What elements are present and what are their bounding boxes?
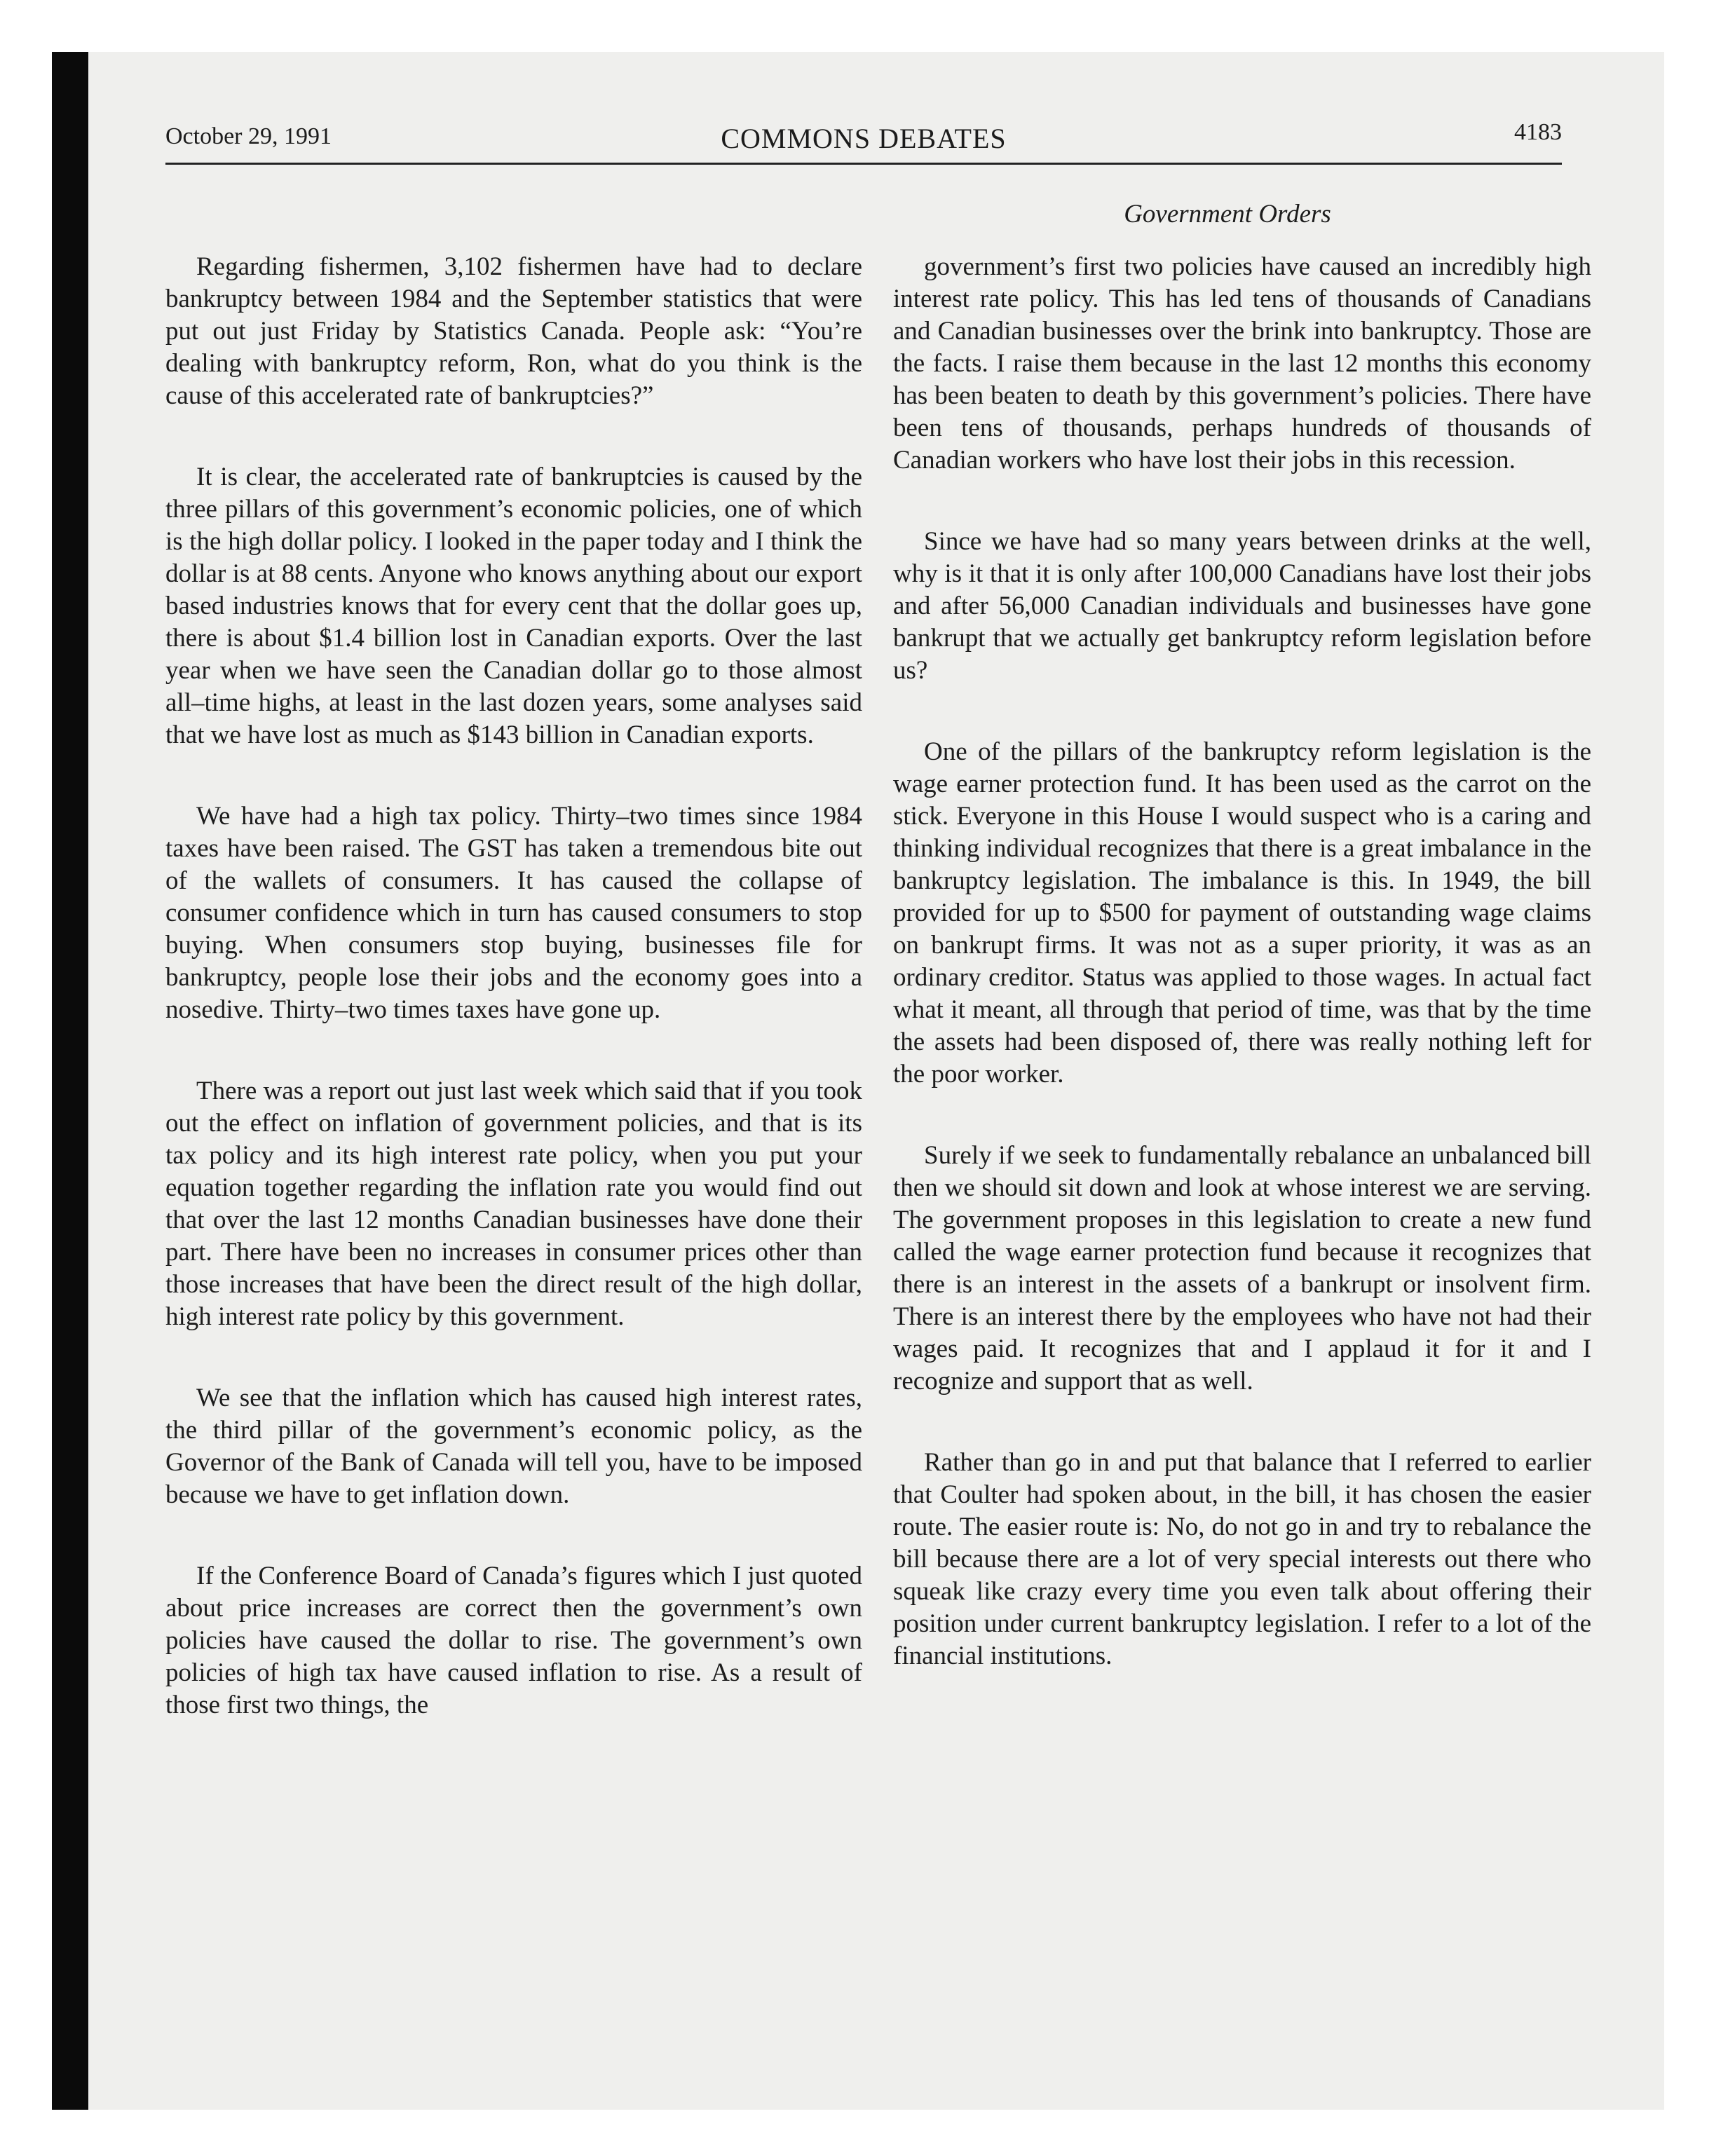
paragraph: Since we have had so many years between drinks at the well, why is it that it is only after 100,000 Canadians have lost their jobs and after 56,000 Canadian individuals and businesses have gone bankrupt that we actually get bankruptcy reform legislation before us? xyxy=(893,527,1591,685)
right-column xyxy=(893,251,1591,1721)
paragraph: We have had a high tax policy. Thirty–two times since 1984 taxes have been raised. The GST has taken a tremendous bite out of the wallets of consumers. It has caused the collapse of consumer confidence which in turn has caused consumers to stop buying. When consumers stop buying, businesses file for bankruptcy, people lose their jobs and the economy goes into a nosedive. Thirty–two times taxes have gone up. xyxy=(165,802,862,1024)
page-header xyxy=(165,118,1562,160)
header-rule xyxy=(165,163,1562,165)
paragraph: It is clear, the accelerated rate of bankruptcies is caused by the three pillars of this government’s economic policies, one of which is the high dollar policy. I looked in the paper today and I think the dollar is at 88 cents. Anyone who knows anything about our export based industries knows that for every cent that the dollar goes up, there is about $1.4 billion lost in Canadian exports. Over the last year when we have seen the Canadian dollar go to those almost all–time highs, at least in the last dozen years, some analyses said that we have lost as much as $143 billion in Canadian exports. xyxy=(165,463,862,749)
page-number: 4183 xyxy=(1514,119,1562,145)
paragraph: One of the pillars of the bankruptcy reform legislation is the wage earner protection fund. It has been used as the carrot on the stick. Everyone in this House I would suspect who is a caring and thinking individual recognizes that there is a great imbalance in the bankruptcy legislation. The imbalance is this. In 1949, the bill provided for up to $500 for payment of outstanding wage claims on bankrupt firms. It was not as a super priority, it was as an ordinary creditor. Status was applied to those wages. In actual fact what it meant, all through that period of time, was that by the time the assets had been disposed of, there was really nothing left for the poor worker. xyxy=(893,737,1591,1089)
header-date: October 29, 1991 xyxy=(165,123,332,149)
paragraph: If the Conference Board of Canada’s figures which I just quoted about price increases are correct then the government’s own policies have caused the dollar to rise. The government’s own policies of high tax have caused inflation to rise. As a result of those first two things, the xyxy=(165,1562,862,1719)
paragraph: Regarding fishermen, 3,102 fishermen have had to declare bankruptcy between 1984 and the September statistics that were put out just Friday by Statistics Canada. People ask: “You’re dealing with bankruptcy reform, Ron, what do you think is the cause of this accelerated rate of bankruptcies?” xyxy=(165,252,862,410)
paragraph: We see that the inflation which has caused high interest rates, the third pillar of the government’s economic policy, as the Governor of the Bank of Canada will tell you, have to be imposed because we have to get inflation down. xyxy=(165,1384,862,1509)
header-title: COMMONS DEBATES xyxy=(721,123,1007,154)
paragraph: government’s first two policies have caused an incredibly high interest rate policy. This has led tens of thousands of Canadians and Canadian businesses over the brink into bankruptcy. Those are the facts. I raise them because in the last 12 months this economy has been beaten to death by this government’s policies. There have been tens of thousands, perhaps hundreds of thousands of Canadian workers who have lost their jobs in this recession. xyxy=(893,252,1591,475)
binding-edge xyxy=(52,52,88,2110)
paragraph: Surely if we seek to fundamentally rebalance an unbalanced bill then we should sit down and look at whose interest we are serving. The government proposes in this legislation to create a new fund called the wage earner protection fund because it recognizes that there is an interest in the assets of a bankrupt or insolvent firm. There is an interest there by the employees who have not had their wages paid. It recognizes that and I applaud it for it and I recognize and support that as well. xyxy=(893,1141,1591,1396)
section-heading: Government Orders xyxy=(1124,200,1331,228)
paragraph: There was a report out just last week which said that if you took out the effect on inflation of government policies, and that is its tax policy and its high interest rate policy, when you put your equation together regarding the inflation rate you would find out that over the last 12 months Canadian businesses have done their part. There have been no increases in consumer prices other than those increases that have been the direct result of the high dollar, high interest rate policy by this government. xyxy=(165,1077,862,1331)
paragraph: Rather than go in and put that balance that I referred to earlier that Coulter had spoken about, in the bill, it has chosen the easier route. The easier route is: No, do not go in and try to rebalance the bill because there are a lot of very special interests out there who squeak like crazy every time you even talk about offering their position under current bankruptcy legislation. I refer to a lot of the financial institutions. xyxy=(893,1448,1591,1670)
left-column xyxy=(165,251,862,1770)
